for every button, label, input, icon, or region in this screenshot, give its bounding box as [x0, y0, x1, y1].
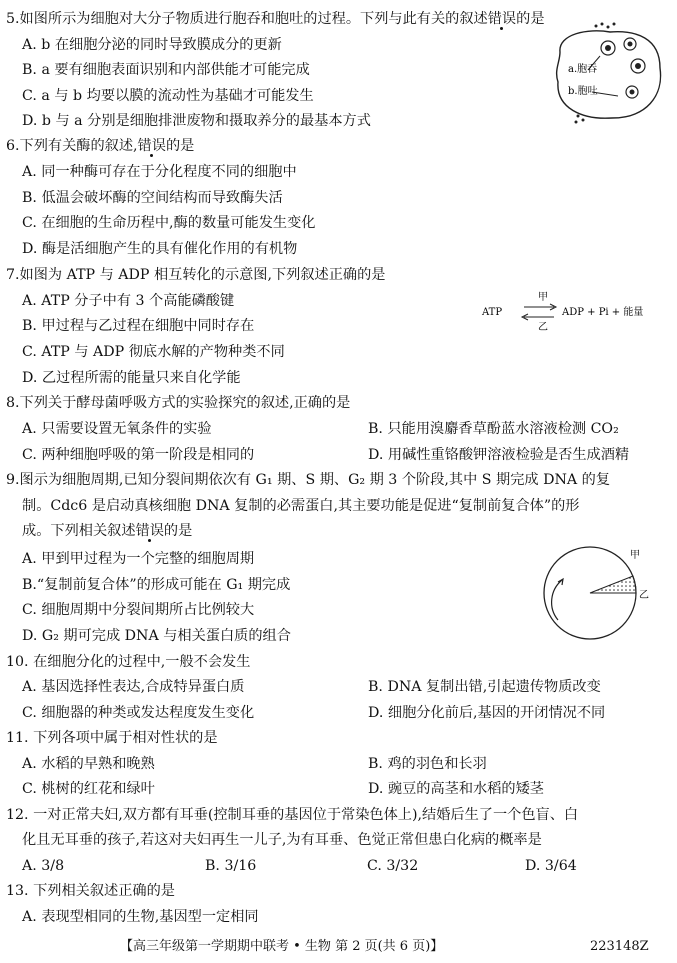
endocytosis-exocytosis-figure	[548, 20, 668, 125]
q10-option-d: D. 细胞分化前后,基因的开闭情况不同	[368, 705, 606, 721]
q9-emphasis: 错误	[135, 523, 164, 539]
atp-adp-conversion-diagram	[480, 288, 655, 332]
q10-option-c: C. 细胞器的种类或发达程度发生变化	[22, 705, 255, 721]
diagram-atp-label: ATP	[482, 307, 503, 318]
q6-option-a: A. 同一种酶可存在于分化程度不同的细胞中	[22, 164, 297, 180]
q9-option-c: C. 细胞周期中分裂间期所占比例较大	[22, 602, 255, 618]
q9-stem-line1: 9.图示为细胞周期,已知分裂间期依次有 G₁ 期、S 期、G₂ 期 3 个阶段,其中 S 期完成 DNA 的复	[6, 472, 611, 488]
q8-option-c: C. 两种细胞呼吸的第一阶段是相同的	[22, 447, 255, 463]
q5-emphasis: 错误	[487, 11, 517, 27]
q8-option-a: A. 只需要设置无氧条件的实验	[22, 421, 212, 437]
q9-option-d: D. G₂ 期可完成 DNA 与相关蛋白质的组合	[22, 628, 291, 644]
q12-option-c: C. 3/32	[367, 858, 419, 874]
q7-stem: 7.如图为 ATP 与 ADP 相互转化的示意图,下列叙述正确的是	[6, 267, 386, 283]
q9-option-a: A. 甲到甲过程为一个完整的细胞周期	[22, 551, 255, 567]
q10-stem: 10. 在细胞分化的过程中,一般不会发生	[6, 654, 251, 670]
q5-stem: 5.如图所示为细胞对大分子物质进行胞吞和胞吐的过程。下列与此有关的叙述错误的是	[6, 11, 545, 27]
q7-option-a: A. ATP 分子中有 3 个高能磷酸键	[22, 293, 235, 309]
figure-label-endocytosis: a.胞吞	[568, 64, 598, 75]
diagram-process-jia: 甲	[538, 292, 548, 303]
q6-emphasis: 错误	[137, 138, 166, 154]
q5-option-b: B. a 要有细胞表面识别和内部供能才可能完成	[22, 62, 310, 78]
q13-stem: 13. 下列相关叙述正确的是	[6, 883, 175, 899]
q7-option-c: C. ATP 与 ADP 彻底水解的产物种类不同	[22, 344, 285, 360]
q11-stem: 11. 下列各项中属于相对性状的是	[6, 730, 218, 746]
q11-option-c: C. 桃树的红花和绿叶	[22, 781, 155, 797]
q5-option-a: A. b 在细胞分泌的同时导致膜成分的更新	[22, 37, 282, 53]
cell-cycle-diagram	[520, 540, 670, 640]
q9-stem-line2: 制。Cdc6 是启动真核细胞 DNA 复制的必需蛋白,其主要功能是促进“复制前复合体”的形	[22, 498, 580, 514]
q10-option-b: B. DNA 复制出错,引起遗传物质改变	[368, 679, 601, 695]
q12-option-a: A. 3/8	[22, 858, 65, 874]
q8-stem: 8.下列关于酵母菌呼吸方式的实验探究的叙述,正确的是	[6, 395, 351, 411]
q12-stem-line2: 化且无耳垂的孩子,若这对夫妇再生一儿子,为有耳垂、色觉正常但患白化病的概率是	[22, 832, 542, 848]
q12-stem-line1: 12. 一对正常夫妇,双方都有耳垂(控制耳垂的基因位于常染色体上),结婚后生了一个色盲、白	[6, 807, 579, 823]
q5-option-c: C. a 与 b 均要以膜的流动性为基础才可能发生	[22, 88, 314, 104]
q11-option-a: A. 水稻的早熟和晚熟	[22, 756, 155, 772]
q7-option-b: B. 甲过程与乙过程在细胞中同时存在	[22, 318, 255, 334]
q6-option-b: B. 低温会破坏酶的空间结构而导致酶失活	[22, 190, 283, 206]
q10-option-a: A. 基因选择性表达,合成特异蛋白质	[22, 679, 245, 695]
q5-option-d: D. b 与 a 分别是细胞排泄废物和摄取养分的最基本方式	[22, 113, 371, 129]
q11-option-b: B. 鸡的羽色和长羽	[368, 756, 487, 772]
q8-option-d: D. 用碱性重铬酸钾溶液检验是否生成酒精	[368, 447, 630, 463]
q9-option-b: B.“复制前复合体”的形成可能在 G₁ 期完成	[22, 577, 291, 593]
exam-code: 223148Z	[590, 939, 649, 954]
q8-option-b: B. 只能用溴麝香草酚蓝水溶液检测 CO₂	[368, 421, 619, 437]
diagram-process-yi: 乙	[538, 322, 548, 332]
diagram-adp-label: ADP + Pi + 能量	[562, 307, 644, 318]
cell-cycle-label-jia: 甲	[630, 550, 640, 561]
q13-option-a: A. 表现型相同的生物,基因型一定相同	[22, 909, 259, 925]
cell-cycle-label-yi: 乙	[639, 590, 649, 601]
q7-option-d: D. 乙过程所需的能量只来自化学能	[22, 370, 241, 386]
q11-option-d: D. 豌豆的高茎和水稻的矮茎	[368, 781, 544, 797]
q9-stem-line3: 成。下列相关叙述错误的是	[22, 523, 193, 539]
q6-stem: 6.下列有关酶的叙述,错误的是	[6, 138, 195, 154]
page-footer: 【高三年级第一学期期中联考 • 生物 第 2 页(共 6 页)】	[120, 939, 444, 954]
q12-option-d: D. 3/64	[525, 858, 577, 874]
figure-label-exocytosis: b.胞吐	[568, 86, 598, 97]
q6-option-d: D. 酶是活细胞产生的具有催化作用的有机物	[22, 241, 298, 257]
q6-option-c: C. 在细胞的生命历程中,酶的数量可能发生变化	[22, 215, 316, 231]
q12-option-b: B. 3/16	[205, 858, 257, 874]
